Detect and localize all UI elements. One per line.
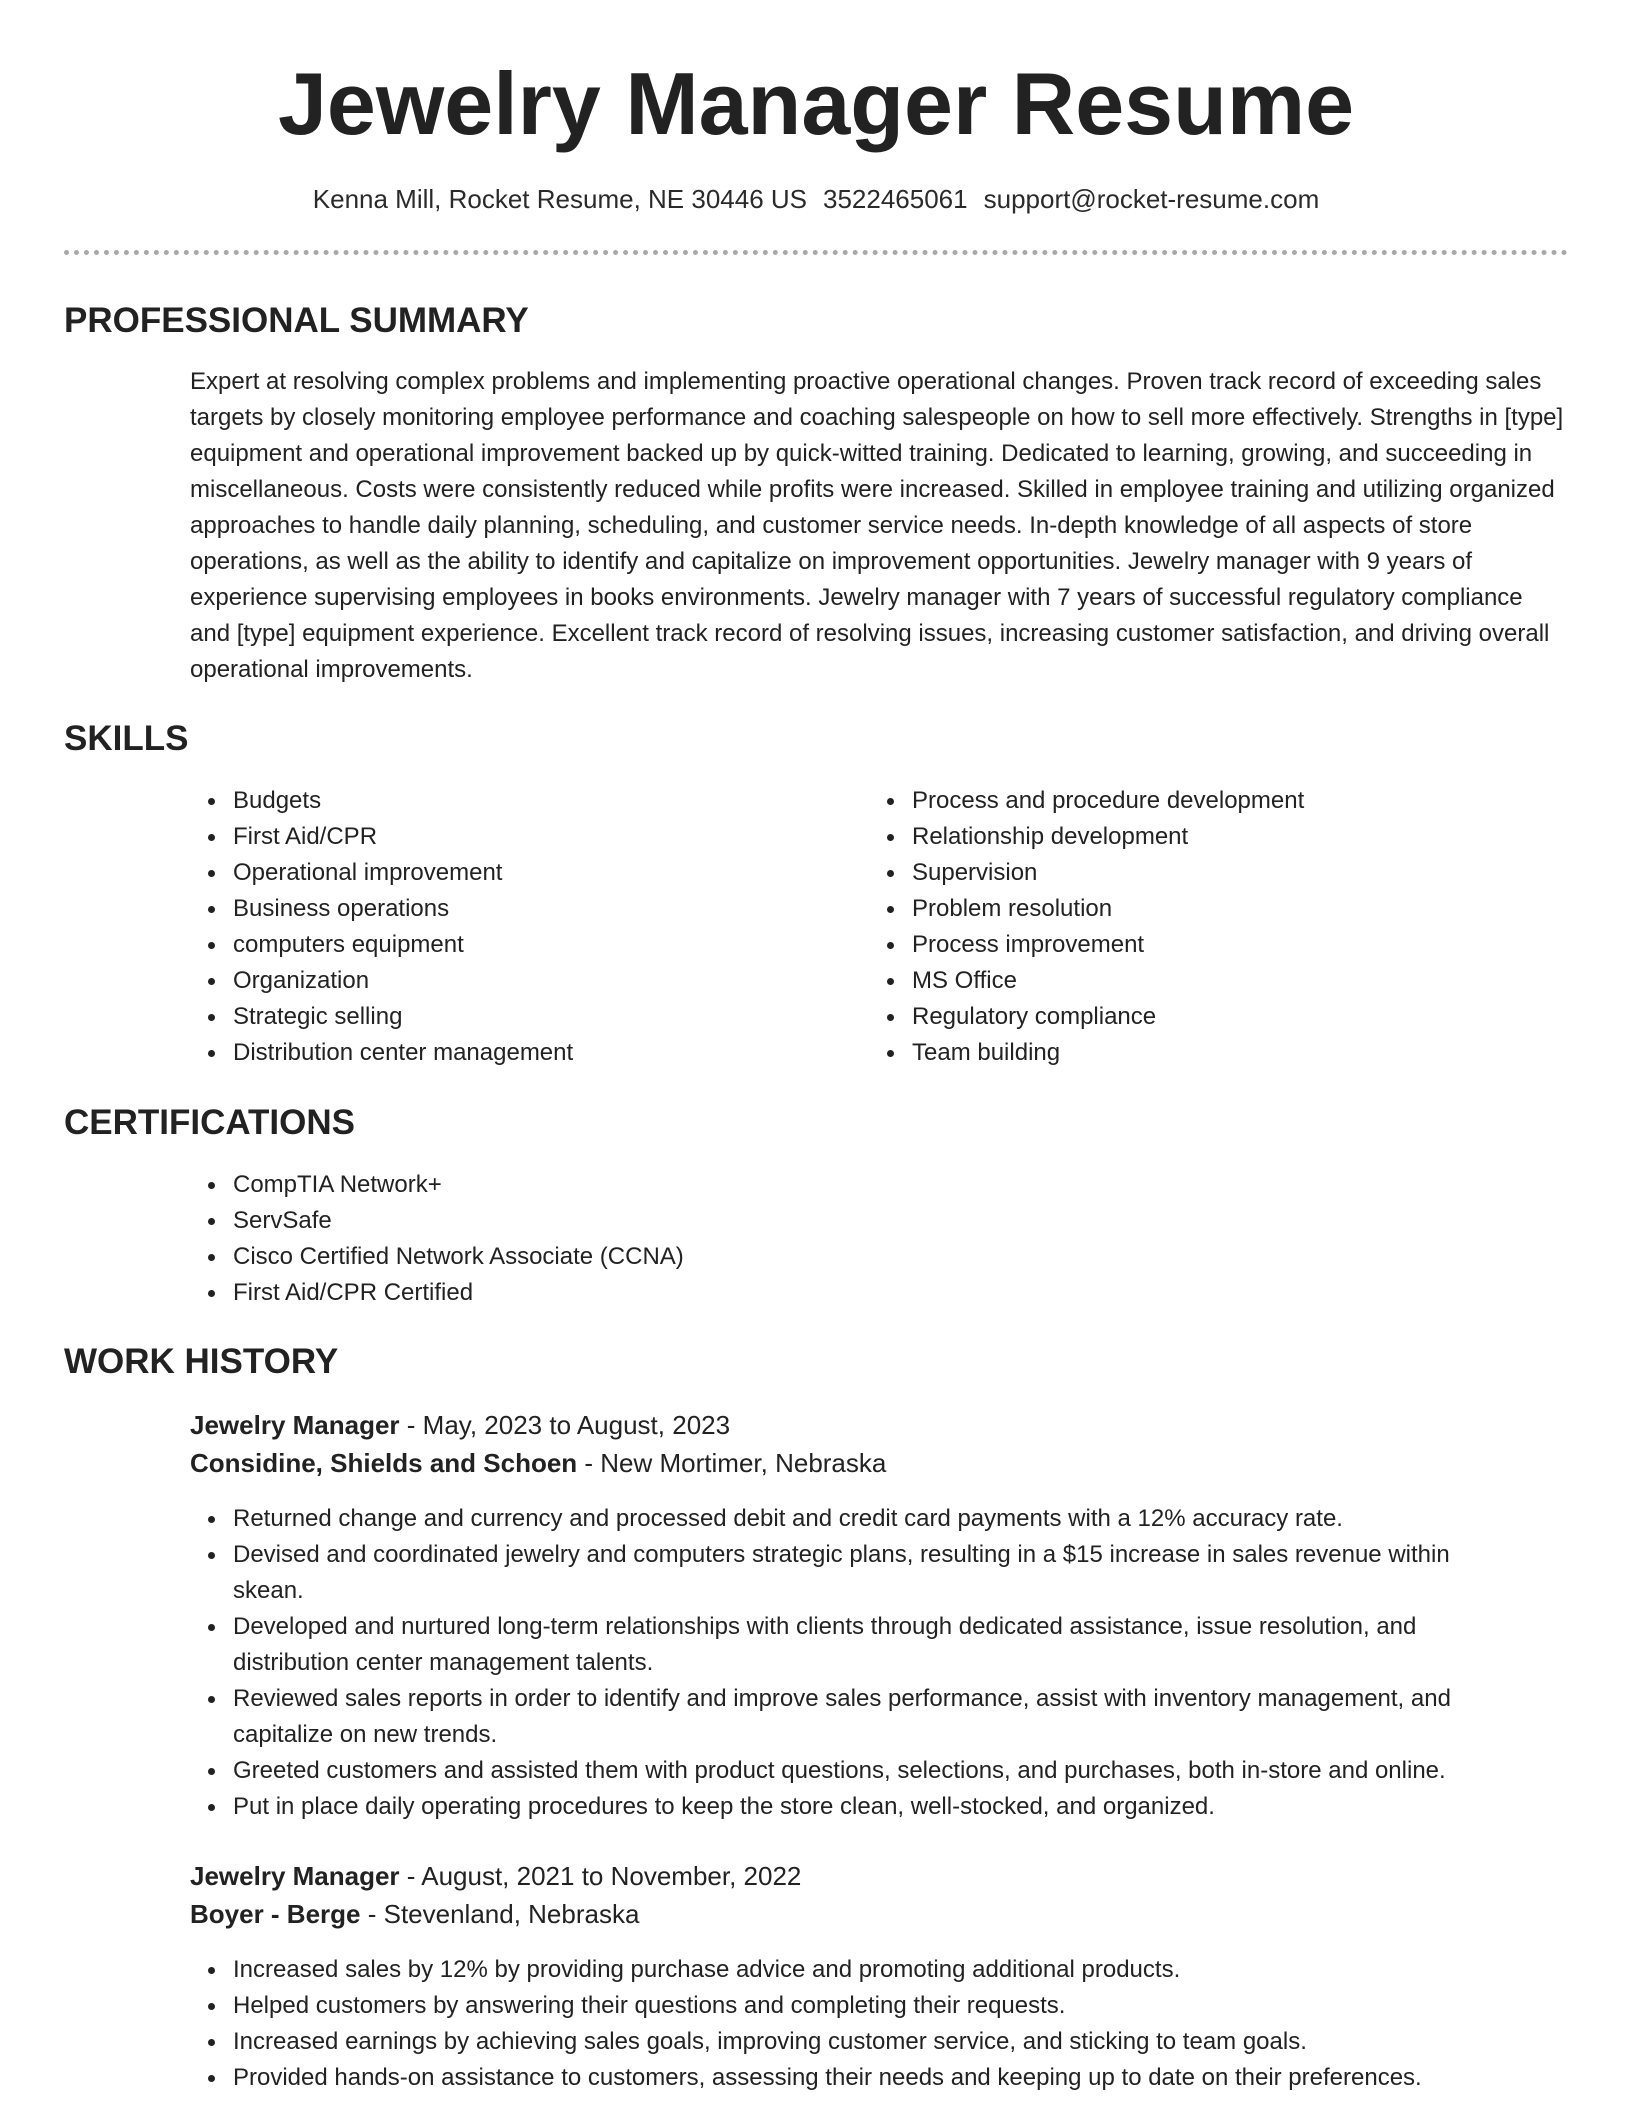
contact-address: Kenna Mill, Rocket Resume, NE 30446 US [312, 184, 807, 214]
job-dates: - August, 2021 to November, 2022 [399, 1861, 802, 1891]
skill-item: Budgets [190, 783, 830, 819]
job-company: Considine, Shields and Schoen [190, 1448, 578, 1478]
job-bullet: Increased sales by 12% by providing purchase advice and promoting additional products. [190, 1952, 1520, 1988]
skill-item: Distribution center management [190, 1035, 830, 1071]
job-title-line [190, 1857, 801, 1895]
skill-item: Supervision [869, 855, 1549, 891]
skill-item: Regulatory compliance [869, 999, 1549, 1035]
summary-text: Expert at resolving complex problems and implementing proactive operational changes. Proven track record of exceeding sales targets by closely monitoring employee performance and coaching salespeople on how to sell more effectively. Strengths in [type] equipment and operational improvement backed up by quick-witted training. Dedicated to learning, growing, and succeeding in miscellaneous. Costs were consistently reduced while profits were increased. Skilled in employee training and utilizing organized approaches to handle daily planning, scheduling, and customer service needs. In-depth knowledge of all aspects of store operations, as well as the ability to identify and capitalize on improvement opportunities. Jewelry manager with 9 years of experience supervising employees in books environments. Jewelry manager with 7 years of successful regulatory compliance and [type] equipment experience. Excellent track record of resolving issues, increasing customer satisfaction, and driving overall operational improvements. [190, 368, 1564, 683]
job-location: - Stevenland, Nebraska [360, 1899, 640, 1929]
job-bullet: Helped customers by answering their questions and completing their requests. [190, 1988, 1520, 2024]
job-bullet: Increased earnings by achieving sales goals, improving customer service, and sticking to team goals. [190, 2024, 1520, 2060]
certification-item: First Aid/CPR Certified [190, 1275, 990, 1311]
skill-item: Relationship development [869, 819, 1549, 855]
job-title-line [190, 1406, 730, 1444]
job-bullet: Greeted customers and assisted them with product questions, selections, and purchases, both in-store and online. [190, 1753, 1520, 1789]
job-company-line [190, 1444, 886, 1482]
job-bullet: Developed and nurtured long-term relationships with clients through dedicated assistance, issue resolution, and distribution center management talents. [190, 1609, 1520, 1681]
contact-email: support@rocket-resume.com [983, 184, 1320, 214]
skill-item: Process and procedure development [869, 783, 1549, 819]
skill-item: First Aid/CPR [190, 819, 830, 855]
job-bullet: Returned change and currency and processed debit and credit card payments with a 12% accuracy rate. [190, 1501, 1520, 1537]
contact-phone: 3522465061 [823, 184, 968, 214]
summary-heading: PROFESSIONAL SUMMARY [64, 301, 529, 340]
skills-list-right [869, 783, 1549, 1071]
job-bullet: Devised and coordinated jewelry and computers strategic plans, resulting in a $15 increase in sales revenue within skean. [190, 1537, 1520, 1609]
job-dates: - May, 2023 to August, 2023 [399, 1410, 731, 1440]
skill-item: Process improvement [869, 927, 1549, 963]
job-location: - New Mortimer, Nebraska [577, 1448, 887, 1478]
certification-item: CompTIA Network+ [190, 1167, 990, 1203]
job-bullets [190, 1501, 1520, 1825]
skill-item: MS Office [869, 963, 1549, 999]
job-company: Boyer - Berge [190, 1899, 361, 1929]
job-title: Jewelry Manager [190, 1861, 400, 1891]
contact-line [0, 182, 1632, 216]
skill-item: Operational improvement [190, 855, 830, 891]
skills-list-left [190, 783, 830, 1071]
skill-item: computers equipment [190, 927, 830, 963]
job-title: Jewelry Manager [190, 1410, 400, 1440]
certification-item: ServSafe [190, 1203, 990, 1239]
skill-item: Strategic selling [190, 999, 830, 1035]
certification-item: Cisco Certified Network Associate (CCNA) [190, 1239, 990, 1275]
skill-item: Team building [869, 1035, 1549, 1071]
job-bullet: Provided hands-on assistance to customers, assessing their needs and keeping up to date on their preferences. [190, 2060, 1520, 2096]
job-bullet: Put in place daily operating procedures to keep the store clean, well-stocked, and organized. [190, 1789, 1520, 1825]
certifications-list [190, 1167, 990, 1311]
skill-item: Organization [190, 963, 830, 999]
skill-item: Problem resolution [869, 891, 1549, 927]
job-bullets [190, 1952, 1520, 2096]
job-company-line [190, 1895, 639, 1933]
skills-heading: SKILLS [64, 719, 189, 758]
job-bullet: Reviewed sales reports in order to identify and improve sales performance, assist with inventory management, and capitalize on new trends. [190, 1681, 1520, 1753]
skill-item: Business operations [190, 891, 830, 927]
header-divider [64, 250, 1568, 255]
work-history-heading: WORK HISTORY [64, 1342, 339, 1381]
certifications-heading: CERTIFICATIONS [64, 1103, 356, 1142]
page-title: Jewelry Manager Resume [277, 54, 1355, 153]
